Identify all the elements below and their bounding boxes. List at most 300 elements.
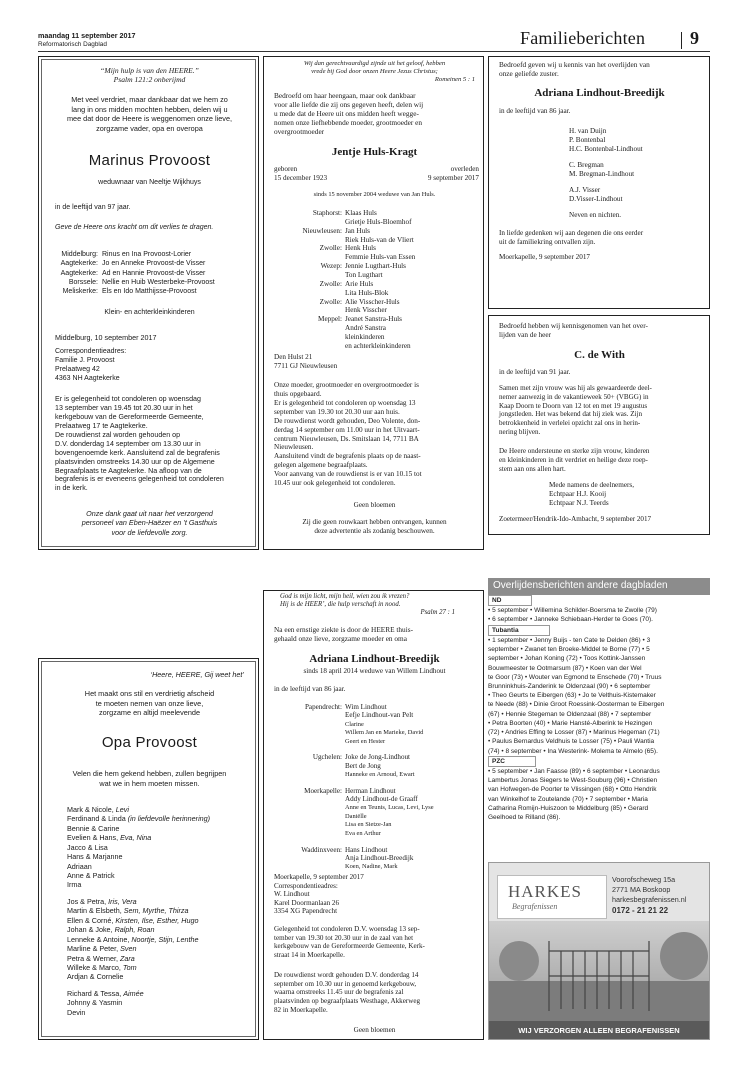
family-name: Geert en Hester <box>345 737 386 745</box>
family-name: Clarine <box>345 720 364 728</box>
text-line: Echtpaar H.J. Kooij <box>549 490 607 498</box>
family-name: Eva en Arthur <box>345 829 381 837</box>
deceased-name: C. de With <box>574 349 625 361</box>
family-row <box>264 846 434 854</box>
family-row <box>67 935 198 944</box>
family-row <box>264 342 415 351</box>
parents: Jos & Petra, <box>67 897 109 906</box>
obituary-line: • 5 september • Jan Faasse (89) • 6 september • Leonardus <box>488 767 660 775</box>
text-line: vrede bij God door onzen Heere Jezus Christus; <box>311 68 438 76</box>
children: Noortje, Stijn, Lenthe <box>131 934 199 944</box>
family-name: Jennie Lugthart-Huls <box>345 262 406 271</box>
text-line: Hij is de HEER’, die hulp verschaft in nood. <box>280 601 401 609</box>
place-label: Moerkapelle: <box>304 786 342 795</box>
age-line: in de leeftijd van 91 jaar. <box>499 368 571 376</box>
family-row <box>43 269 215 278</box>
place-label: Aagtekerke: <box>60 269 98 277</box>
family-list <box>264 703 434 871</box>
text-line: P. Bontenbal <box>569 136 606 144</box>
parents: Bennie & Carine <box>67 823 120 833</box>
children: Eva, Nina <box>120 833 152 843</box>
family-row <box>67 862 210 871</box>
text-line: Bedroefd hebben wij kennisgenomen van het over- <box>499 321 648 330</box>
address <box>274 873 364 916</box>
family-name: kleinkinderen <box>345 333 385 342</box>
family-row <box>264 753 434 761</box>
place-label: Borssele: <box>68 278 98 286</box>
widow-line: sinds 15 november 2004 weduwe van Jan Huls. <box>313 191 436 198</box>
family-row <box>264 837 434 845</box>
intro-text <box>43 95 256 134</box>
place-label: Meppel: <box>318 315 342 324</box>
parents: Evelien & Hans, <box>67 833 121 843</box>
family-name: Hanneke en Arnoud, Ewart <box>345 770 415 778</box>
nephews-line: Neven en nichten. <box>569 211 622 219</box>
parents: Hans & Marjanne <box>67 852 123 862</box>
family-row <box>67 833 210 842</box>
parents: Ardjan & Cornelie <box>67 972 124 982</box>
parents: Devin <box>67 1007 86 1017</box>
family-name: Hans Lindhout <box>345 845 388 854</box>
text-line: Gelegenheid tot condoleren D.V. woensdag 13 sep- <box>274 925 420 933</box>
text-line: Wij dan gerechtvaardigd zijnde uit het geloof, hebben <box>303 60 446 67</box>
text-line: Aansluitend vindt de begrafenis plaats op de naast- <box>274 452 421 461</box>
text-line: 10.45 uur ook gelegenheid tot condoleren. <box>274 479 396 488</box>
family-name: Joke de Jong-Lindhout <box>345 753 411 762</box>
family-row <box>43 259 215 268</box>
thanks-note <box>43 509 256 537</box>
text-line: Nieuwleusen. <box>274 443 314 452</box>
children: Sem, Myrthe, Thirza <box>123 906 189 916</box>
family-row <box>67 1008 144 1017</box>
text-line: 7711 GJ Nieuwleusen <box>274 362 338 370</box>
family-row <box>67 852 210 861</box>
intro-text <box>499 60 704 78</box>
place-label: Waddinxveen: <box>301 845 342 854</box>
text-line: Na een ernstige ziekte is door de HEERE thuis- <box>274 625 414 634</box>
deceased-name: Jentje Huls-Kragt <box>331 146 418 158</box>
text-line: gehaald onze lieve, zorgzame moeder en oma <box>274 634 407 644</box>
text-line: 13 september van 19.45 tot 20.30 uur in het <box>55 403 193 412</box>
text-line: De rouwdienst wordt gehouden, Deo Volente, don- <box>274 416 421 425</box>
intro-text <box>43 689 256 718</box>
place-label: Meliskerke: <box>62 288 98 296</box>
text-line: nemer aanwezig in de vakantieweek 50+ (VBGG) in <box>499 392 649 401</box>
text-line: betrokkenheid in verleleі opzicht zal ons in herin- <box>499 419 641 428</box>
family-row <box>67 880 210 889</box>
text-line: september van 19.30 tot 20.30 uur aan huis. <box>274 407 400 416</box>
service-info <box>274 381 479 488</box>
ad-jentje-huls-kragt <box>263 56 484 550</box>
text-line: uit de familiekring ontvallen zijn. <box>499 238 596 246</box>
text-line: waarna omstreeks 11.45 uur de begrafenis zal <box>274 988 404 997</box>
family-row <box>264 209 415 218</box>
parents: Mark & Nicole, <box>67 805 116 814</box>
parents: Johan & Joke, <box>67 925 115 935</box>
text-line: kerkgebouw van de Gereformeerde Gemeente, <box>55 412 204 421</box>
place-label: Papendrecht: <box>304 703 342 711</box>
header-rule <box>38 51 710 52</box>
obituary-line: Brunninkhuis-Zanderink te Oldenzaal (90) • 6 september <box>488 682 651 690</box>
family-name: Ad en Hannie Provoost-de Visser <box>102 269 206 277</box>
text-line: personeel van Eben-Haëzer en ’t Gasthuis <box>81 518 218 528</box>
text-line: thuis opgebaard. <box>274 389 322 398</box>
family-name: Willem Jan en Marieke, David <box>345 729 424 737</box>
family-name: Rinus en Ina Provoost-Lorier <box>102 251 192 258</box>
place-date: Middelburg, 10 september 2017 <box>55 333 157 342</box>
parents: Willeke & Marco, <box>67 962 123 972</box>
text-line: Zij die geen rouwkaart hebben ontvangen, kunnen <box>302 518 447 526</box>
pzc-label: PZC <box>488 756 536 767</box>
family-row <box>264 298 415 307</box>
text-line: Karel Doormanlaan 26 <box>274 898 340 907</box>
family-row <box>67 944 198 953</box>
gate-illustration <box>489 921 709 1021</box>
family-name: Nellie en Huib Westerbeke-Provoost <box>102 278 215 286</box>
widower-line: weduwnaar van Neeltje Wijkhuys <box>98 179 201 186</box>
parents: Jacco & Lisa <box>67 842 108 852</box>
family-row <box>264 720 434 728</box>
place-label: Zwolle: <box>319 279 342 288</box>
text-line: zorgzame en altijd meelevende <box>99 708 200 718</box>
family-row <box>67 916 198 925</box>
text-line: D.V. donderdag 14 september om 13.30 uur in <box>55 439 201 448</box>
text-line: Er is gelegenheid tot condoleren op woensdag 13 <box>274 398 416 407</box>
text-line: A.J. Visser <box>569 186 601 194</box>
place-label: Wezep: <box>320 262 342 271</box>
family-name: Anja Lindhout-Breedijk <box>345 853 414 862</box>
text-line: H.C. Bontenbal-Lindhout <box>569 145 643 153</box>
bible-quote <box>280 593 480 610</box>
text-line: Onze dank gaat uit naar het verzorgend <box>86 509 213 518</box>
intro-text <box>274 625 479 643</box>
family-name: Wim Lindhout <box>345 703 387 711</box>
text-line: Prelaatweg 17 te Aagtekerke. <box>55 421 148 430</box>
obituary-line: • 5 september • Willemina Schilder-Boersma te Zwolle (79) <box>488 607 657 615</box>
children: Levi <box>115 805 129 814</box>
family-name: Jeanet Sanstra-Huls <box>345 315 402 324</box>
family-row <box>264 218 415 227</box>
obituary-line: Lambertus Jonas Siegers te West-Souburg (96) • Christien <box>488 777 658 785</box>
text-line: mee dat door de Heere is weggenomen onze lieve, <box>66 114 233 124</box>
family-name: Jo en Anneke Provoost-de Visser <box>102 260 206 268</box>
text-line: en kleinkinderen in dit verdriet en heilige deze roep- <box>499 455 648 464</box>
tubantia-entries <box>488 636 710 756</box>
service-info <box>274 971 479 1014</box>
bible-quote: “Mijn hulp is van den HEERE.” Psalm 121:2 onberijmd <box>100 66 199 85</box>
family-name: Els en Ido Matthijsse-Provoost <box>102 288 197 296</box>
family-row <box>264 862 434 870</box>
text-line: Bedroefd om haar heengaan, maar ook dankbaar <box>274 91 416 100</box>
family-row <box>264 803 434 811</box>
newspaper-name: Reformatorisch Dagblad <box>38 41 107 48</box>
no-flowers: Geen bloemen <box>353 501 396 509</box>
family-name: Eefje Lindhout-van Pelt <box>345 711 414 720</box>
family-name: en achterkleinkinderen <box>345 341 411 350</box>
text-line: Samen met zijn vrouw was hij als gewaardeerde deel- <box>499 384 652 392</box>
family-row <box>264 820 434 828</box>
obituary-line: september • Johan Koning (72) • Toos Kottink-Janssen <box>488 655 646 663</box>
obituary-line: • Theo Geurts te Eibergen (63) • Jo te Velthuis-Kistemaker <box>488 692 656 700</box>
family-name: Daniëlle <box>345 812 367 820</box>
obituary-line: september • Zwanet ten Broeke-Middel te Borne (77) • 5 <box>488 646 650 654</box>
text-line: Prelaatweg 42 <box>55 366 100 374</box>
obituary-line: Catharina Romijn-Huiszoon te Middelburg (85) • Gerard <box>488 804 649 812</box>
text-line: H. van Duijn <box>569 127 607 135</box>
family-row <box>264 333 415 342</box>
place-label: Nieuwleusen: <box>302 226 342 235</box>
text-line: Kaap Doorn te Doorn van 12 tot en met 19 augustus <box>499 401 648 410</box>
family-row <box>264 795 434 803</box>
family-row <box>67 963 198 972</box>
obituary-line: van Hofwegen-de Poorter te Vlissingen (68) • Otto Hendrik <box>488 786 657 794</box>
prayer-line: Geve de Heere ons kracht om dit verlies te dragen. <box>55 224 214 231</box>
place-date: Zoetermeer/Hendrik-Ido-Ambacht, 9 september 2017 <box>499 515 652 523</box>
text-line: Correspondentieadres: <box>55 348 127 355</box>
text-line: gelegen algemene begraafplaats. <box>274 461 368 470</box>
deceased-name: Adriana Lindhout-Breedijk <box>534 87 665 99</box>
family-name: Riek Huls-van de Vliert <box>345 235 414 244</box>
text-line: lang in ons midden mochten hebben, delen wij u <box>71 104 228 114</box>
family-row <box>264 762 434 770</box>
deceased-name: Adriana Lindhout-Breedijk <box>309 653 440 665</box>
children: Sven <box>120 944 137 954</box>
address <box>274 353 337 371</box>
quote-reference: Romeinen 5 : 1 <box>434 76 475 83</box>
obituary-line: (74) • 8 september • Ina Westerink- Molema te Almelo (65). <box>488 747 658 755</box>
parents: Anne & Patrick <box>67 870 115 880</box>
family-row <box>264 787 434 795</box>
blessing-text <box>499 447 707 473</box>
family-row <box>264 324 415 333</box>
obituary-line: • Paulus Bernardus Veldhuis te Losser (75) • Pauli Wantia <box>488 738 655 746</box>
memorial-text <box>499 384 707 437</box>
no-flowers: Geen bloemen <box>353 1026 396 1034</box>
dates: geboren overleden 15 december 1923 9 september 2017 <box>274 165 479 182</box>
family-name: Anne en Teunis, Lucas, Levi, Lyse <box>345 804 434 812</box>
text-line: jongstleden. Het was bekend dat hij ziek was. Zijn <box>499 410 643 419</box>
family-row <box>264 262 415 271</box>
parents: Adriaan <box>67 861 92 871</box>
page-date: maandag 11 september 2017 <box>38 31 136 40</box>
obituary-line: van Winkelhof te Zoutelande (70) • 7 september • Maria <box>488 795 648 803</box>
family-row <box>67 843 210 852</box>
family-row <box>264 253 415 262</box>
text-line: Voor aanvang van de rouwdienst is er van 10.15 tot <box>274 470 422 479</box>
family-group-2 <box>67 897 198 982</box>
family-name: Femmie Huls-van Essen <box>345 253 416 262</box>
parents: Richard & Tessa, <box>67 989 124 998</box>
text-line: tember van 19.30 tot 20.30 uur in de zaal van het <box>274 933 414 942</box>
family-list <box>43 250 215 296</box>
text-line: stem aan ons allen hart. <box>499 464 566 473</box>
obituary-line: • 1 september • Jenny Buijs - ten Cate te Delden (86) • 3 <box>488 636 651 644</box>
text-line: plaatsvinden op begraafplaats Westhage, Akkerweg <box>274 996 421 1005</box>
parents: Lenneke & Antoine, <box>67 934 132 944</box>
family-name: Alie Visscher-Huls <box>345 297 400 306</box>
ad-opa-provoost <box>38 658 259 1040</box>
family-row <box>264 271 415 280</box>
harkes-slogan: WIJ VERZORGEN ALLEEN BEGRAFENISSEN <box>489 1021 709 1039</box>
text-line: derdag 14 september om 11.00 uur in het Uitvaart- <box>274 425 420 434</box>
text-line: De Heere ondersteune en sterke zijn vrouw, kinderen <box>499 447 650 455</box>
parents: Ferdinand & Linda <box>67 814 128 824</box>
bible-quote <box>268 60 481 76</box>
family-row <box>264 770 434 778</box>
remembrance <box>499 229 704 247</box>
text-line: Den Hulst 21 <box>274 353 313 361</box>
obituary-line: te Neede (88) • Dinie Groot Roessink-Oosterman te Eibergen <box>488 701 665 709</box>
text-line: nering blijven. <box>499 427 541 436</box>
correspondence-address <box>55 347 126 383</box>
family-row <box>264 778 434 786</box>
family-row <box>43 287 215 296</box>
family-name: Addy Lindhout-de Graaff <box>345 795 418 804</box>
obituary-line: Geelhoed te Rilland (86). <box>488 814 561 822</box>
family-name: Grietje Huls-Bloemhof <box>345 217 412 226</box>
text-line: Moerkapelle, 9 september 2017 <box>274 873 364 881</box>
text-line: Er is gelegenheid tot condoleren op woensdag <box>55 395 201 403</box>
family-row <box>264 289 415 298</box>
text-line: De rouwdienst wordt gehouden D.V. donderdag 14 <box>274 971 419 979</box>
family-name: Ton Lugthart <box>345 271 383 280</box>
family-row <box>67 897 198 906</box>
parents: Ellen & Corné, <box>67 915 116 925</box>
deceased-name: Opa Provoost <box>101 734 198 751</box>
text-line: De rouwdienst zal worden gehouden op <box>55 430 181 439</box>
text-line: Met veel verdriet, maar dankbaar dat we hem zo <box>71 95 228 104</box>
family-row <box>67 805 210 814</box>
family-row <box>67 906 198 915</box>
parents: Irma <box>67 880 82 890</box>
harkes-advertisement <box>488 862 710 1040</box>
text-line: onze geliefde zuster. <box>499 69 559 79</box>
cemetery-photo <box>489 921 709 1021</box>
text-line: lijden van de heer <box>499 330 552 340</box>
place-label: Zwolle: <box>319 297 342 306</box>
text-line: Familie J. Provoost <box>55 357 115 365</box>
family-row <box>43 250 215 259</box>
text-line: Onze moeder, grootmoeder en overgrootmoeder is <box>274 381 419 389</box>
text-line: in de kerk. <box>55 484 88 493</box>
family-row <box>67 972 198 981</box>
place-label: Zwolle: <box>319 244 342 253</box>
obituary-line: (67) • Hennie Stegeman te Oldenzaal (88) • 7 september <box>488 710 652 718</box>
family-row <box>264 812 434 820</box>
family-group-1 <box>569 127 643 154</box>
intro-text <box>499 321 704 339</box>
children: (in liefdevolle herinnering) <box>127 814 211 824</box>
obituary-line: • 6 september • Janneke Schiebaan-Herder te Goes (70). <box>488 616 653 624</box>
text-line: Het maakt ons stil en verdrietig afscheid <box>84 689 215 698</box>
family-group-1 <box>67 805 210 890</box>
obituary-line: (72) • Andries Effing te Losser (87) • Marinus Hegeman (71) <box>488 729 660 737</box>
text-line: centrum Nieuwleusen, Ds. Smitslaan 14, 7711 BA <box>274 434 419 443</box>
family-group-2 <box>569 161 634 179</box>
text-line: Correspondentieadres: <box>274 881 338 890</box>
family-row <box>264 854 434 862</box>
children: Iris, Vera <box>108 897 137 906</box>
other-papers-list <box>488 595 710 822</box>
place-date: Moerkapelle, 9 september 2017 <box>499 253 591 261</box>
family-row <box>43 278 215 287</box>
page-number: 9 <box>690 28 699 48</box>
text-line: M. Bregman-Lindhout <box>569 170 635 178</box>
family-row <box>264 236 415 245</box>
family-name: Henk Huls <box>345 244 376 253</box>
text-line: Mede namens de deelnemers, <box>549 481 635 489</box>
family-name: André Sanstra <box>345 324 386 333</box>
text-line: deze advertentie als zodanig beschouwen. <box>314 527 435 535</box>
children: Aimée <box>123 989 144 998</box>
family-row <box>67 954 198 963</box>
text-line: 82 in Moerkapelle. <box>274 1005 328 1014</box>
family-row <box>264 315 415 324</box>
nd-label: ND <box>488 595 532 606</box>
family-group-3 <box>569 186 623 204</box>
signatories <box>549 481 634 508</box>
family-row <box>264 737 434 745</box>
family-name: Bert de Jong <box>345 761 381 770</box>
harkes-logo: HARKES Begrafenissen <box>497 875 607 919</box>
quote: ‘Heere, HEERE, Gij weet het’ <box>150 670 244 679</box>
text-line: C. Bregman <box>569 161 604 169</box>
subtitle <box>43 769 256 788</box>
family-row <box>264 703 434 711</box>
text-line: voor alle liefde die zij ons gegeven heeft, delen wij <box>274 100 424 110</box>
family-row <box>264 306 415 315</box>
text-line: D.Visser-Lindhout <box>569 195 623 203</box>
text-line: Velen die hem gekend hebben, zullen begrijpen <box>72 769 227 778</box>
children: Zara <box>120 953 135 963</box>
family-row <box>67 998 144 1007</box>
place-label: Ugchelen: <box>312 753 342 762</box>
family-name: Henk Visscher <box>345 306 387 315</box>
intro-text <box>274 91 479 137</box>
text-line: voor de liefdevolle zorg. <box>111 527 188 537</box>
family-name: Klaas Huls <box>345 209 377 217</box>
text-line: nomen onze liefhebbende moeder, grootmoeder en <box>274 118 423 128</box>
family-name: Koen, Nadine, Mark <box>345 863 398 871</box>
family-group-3 <box>67 989 144 1017</box>
text-line: u mede dat de Heere uit ons midden heeft wegge- <box>274 109 419 119</box>
children: Kirsten, Ilse, Esther, Hugo <box>115 915 199 925</box>
quote-reference: Psalm 27 : 1 <box>420 609 455 616</box>
family-name: Arie Huls <box>345 279 374 288</box>
age-line: in de leeftijd van 86 jaar. <box>274 685 346 693</box>
ad-c-de-with <box>488 315 710 535</box>
text-line: wat we in hem moeten missen. <box>99 778 200 788</box>
parents: Petra & Werner, <box>67 953 120 963</box>
family-row <box>264 829 434 837</box>
text-line: In liefde gedenken wij aan degenen die ons eerder <box>499 229 644 237</box>
place-label: Middelburg: <box>61 251 98 258</box>
family-row <box>264 244 415 253</box>
text-line: Bedroefd geven wij u kennis van het overlijden van <box>499 60 650 69</box>
text-line: God is mijn licht, mijn heil, wien zou ik vrezen? <box>280 593 410 600</box>
nd-entries <box>488 606 710 624</box>
family-name: Herman Lindhout <box>345 786 396 795</box>
place-label: Aagtekerke: <box>60 260 98 268</box>
grandchildren-line: Klein- en achterkleinkinderen <box>104 309 195 316</box>
family-list <box>264 209 415 351</box>
service-info <box>55 395 255 493</box>
text-line: straat 14 in Moerkapelle. <box>274 950 345 959</box>
card-note <box>268 518 481 536</box>
text-line: begrafenis is er eveneens gelegenheid tot condoleren <box>55 475 224 484</box>
deceased-name: Marinus Provoost <box>88 152 211 169</box>
family-row <box>264 728 434 736</box>
